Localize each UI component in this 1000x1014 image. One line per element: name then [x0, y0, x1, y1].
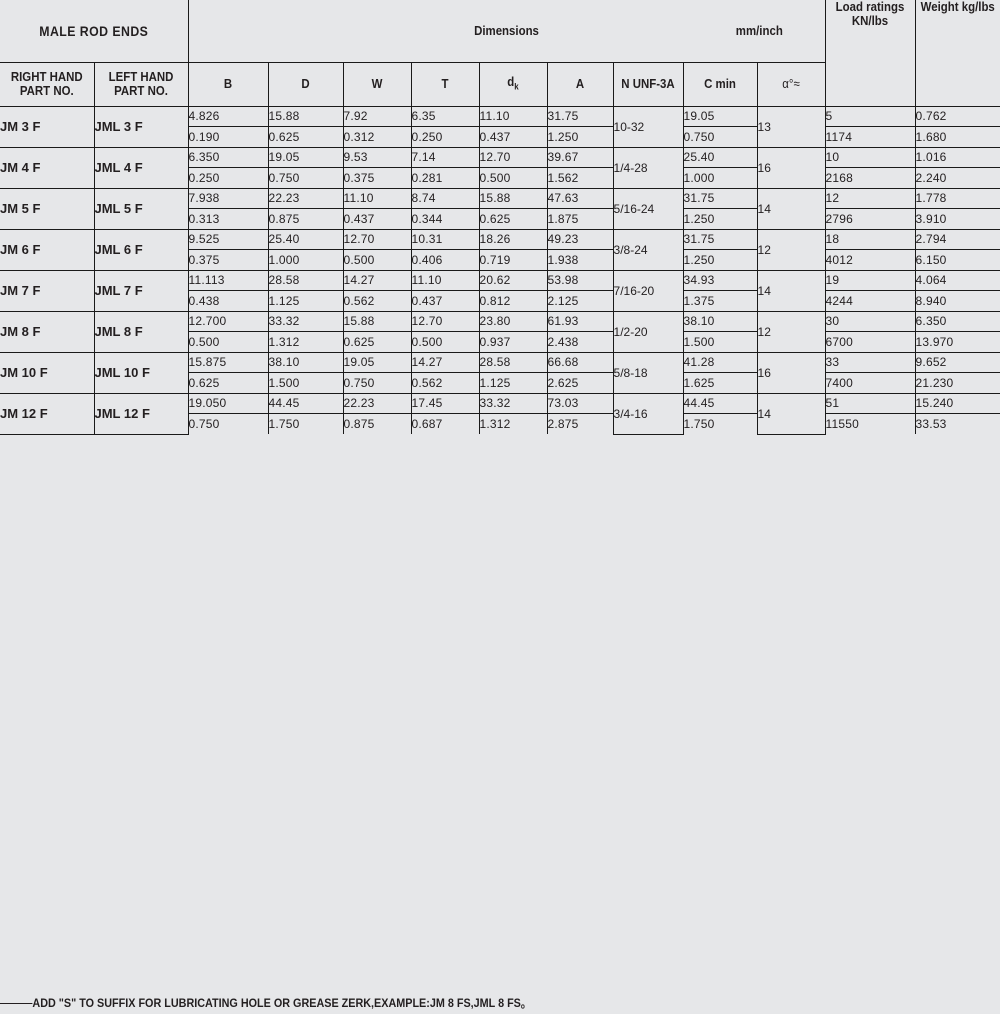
dimension-inch-value: 0.625	[188, 373, 268, 394]
dimension-mm-value: 47.63	[547, 188, 613, 209]
c-min-inch-value: 1.750	[683, 414, 757, 435]
dimension-mm-value: 11.10	[411, 270, 479, 291]
thread-size: 5/16-24	[613, 188, 683, 229]
dimension-mm-value: 38.10	[268, 352, 343, 373]
dimension-inch-value: 0.625	[268, 127, 343, 148]
load-rating-lbs: 11550	[825, 414, 915, 435]
dimension-inch-value: 2.438	[547, 332, 613, 353]
right-hand-part-no: JM 7 F	[0, 270, 94, 311]
weight-lbs: 21.230	[915, 373, 1000, 394]
footnote-text: ADD "S" TO SUFFIX FOR LUBRICATING HOLE OR GREASE ZERK,EXAMPLE:JM 8 FS,JML 8 FS。	[32, 996, 532, 1010]
dimension-mm-value: 11.10	[479, 106, 547, 127]
load-ratings-header: Load ratings KN/lbs	[830, 0, 909, 106]
right-hand-part-no: JM 12 F	[0, 393, 94, 434]
alpha-angle: 14	[757, 188, 825, 229]
load-rating-kn: 51	[825, 393, 915, 414]
dimension-mm-value: 73.03	[547, 393, 613, 414]
col-dk-sub: k	[514, 81, 519, 92]
dimension-inch-value: 2.125	[547, 291, 613, 312]
col-n-header: N UNF-3A	[617, 62, 679, 106]
dimension-mm-value: 9.53	[343, 147, 411, 168]
dimension-inch-value: 1.312	[268, 332, 343, 353]
footnote	[0, 994, 532, 1011]
table-body	[0, 106, 1000, 434]
dimension-inch-value: 0.750	[188, 414, 268, 435]
weight-kg: 4.064	[915, 270, 1000, 291]
left-hand-part-no: JML 7 F	[94, 270, 188, 311]
dimension-inch-value: 0.625	[343, 332, 411, 353]
dimension-mm-value: 28.58	[479, 352, 547, 373]
dimension-mm-value: 11.10	[343, 188, 411, 209]
dimension-mm-value: 6.350	[188, 147, 268, 168]
right-hand-part-no: JM 5 F	[0, 188, 94, 229]
dimension-inch-value: 0.812	[479, 291, 547, 312]
table-row	[0, 352, 1000, 373]
dimension-mm-value: 22.23	[343, 393, 411, 414]
weight-lbs: 1.680	[915, 127, 1000, 148]
weight-kg: 0.762	[915, 106, 1000, 127]
dimension-mm-value: 44.45	[268, 393, 343, 414]
col-b-header: B	[193, 62, 263, 106]
c-min-inch-value: 0.750	[683, 127, 757, 148]
alpha-angle: 14	[757, 393, 825, 434]
thread-size: 1/2-20	[613, 311, 683, 352]
dimension-inch-value: 0.437	[411, 291, 479, 312]
alpha-angle: 12	[757, 311, 825, 352]
dimension-inch-value: 0.500	[411, 332, 479, 353]
dimension-mm-value: 19.05	[268, 147, 343, 168]
dimension-mm-value: 14.27	[343, 270, 411, 291]
left-hand-header: LEFT HAND PART NO.	[100, 62, 183, 106]
table-row	[0, 106, 1000, 127]
thread-size: 3/4-16	[613, 393, 683, 434]
dimension-mm-value: 33.32	[268, 311, 343, 332]
right-hand-part-no: JM 6 F	[0, 229, 94, 270]
right-hand-part-no: JM 4 F	[0, 147, 94, 188]
weight-header: Weight kg/lbs	[920, 0, 995, 106]
load-rating-lbs: 7400	[825, 373, 915, 394]
dimension-inch-value: 0.875	[268, 209, 343, 230]
dimension-inch-value: 0.375	[343, 168, 411, 189]
weight-lbs: 2.240	[915, 168, 1000, 189]
dimension-mm-value: 31.75	[547, 106, 613, 127]
c-min-inch-value: 1.250	[683, 209, 757, 230]
load-rating-lbs: 4012	[825, 250, 915, 271]
dimension-inch-value: 0.375	[188, 250, 268, 271]
left-hand-part-no: JML 8 F	[94, 311, 188, 352]
dimension-inch-value: 0.313	[188, 209, 268, 230]
c-min-inch-value: 1.250	[683, 250, 757, 271]
table-title: MALE ROD ENDS	[11, 0, 176, 62]
c-min-mm-value: 19.05	[683, 106, 757, 127]
c-min-inch-value: 1.625	[683, 373, 757, 394]
col-dk-header	[483, 62, 543, 106]
col-dk-main: d	[507, 73, 515, 89]
col-a-header: A	[551, 62, 609, 106]
load-rating-kn: 30	[825, 311, 915, 332]
dimension-mm-value: 39.67	[547, 147, 613, 168]
load-rating-kn: 12	[825, 188, 915, 209]
left-hand-part-no: JML 12 F	[94, 393, 188, 434]
dimension-inch-value: 1.562	[547, 168, 613, 189]
dimension-mm-value: 15.88	[343, 311, 411, 332]
weight-kg: 15.240	[915, 393, 1000, 414]
dimension-mm-value: 7.92	[343, 106, 411, 127]
c-min-inch-value: 1.375	[683, 291, 757, 312]
dimension-inch-value: 0.406	[411, 250, 479, 271]
dimension-inch-value: 0.190	[188, 127, 268, 148]
thread-size: 5/8-18	[613, 352, 683, 393]
weight-lbs: 8.940	[915, 291, 1000, 312]
table-row	[0, 188, 1000, 209]
dimension-inch-value: 0.750	[343, 373, 411, 394]
weight-kg: 1.778	[915, 188, 1000, 209]
dimension-mm-value: 11.113	[188, 270, 268, 291]
load-rating-lbs: 1174	[825, 127, 915, 148]
right-hand-part-no: JM 10 F	[0, 352, 94, 393]
weight-lbs: 13.970	[915, 332, 1000, 353]
footnote-dash	[0, 1003, 32, 1004]
alpha-angle: 16	[757, 352, 825, 393]
dimension-mm-value: 12.70	[343, 229, 411, 250]
dimension-inch-value: 0.281	[411, 168, 479, 189]
dimension-mm-value: 4.826	[188, 106, 268, 127]
col-c-header: C min	[687, 62, 752, 106]
left-hand-part-no: JML 10 F	[94, 352, 188, 393]
dimension-inch-value: 0.437	[343, 209, 411, 230]
c-min-inch-value: 1.500	[683, 332, 757, 353]
weight-kg: 6.350	[915, 311, 1000, 332]
alpha-angle: 14	[757, 270, 825, 311]
dimension-inch-value: 1.500	[268, 373, 343, 394]
dimension-mm-value: 9.525	[188, 229, 268, 250]
table-row	[0, 393, 1000, 414]
dimension-inch-value: 1.938	[547, 250, 613, 271]
c-min-mm-value: 38.10	[683, 311, 757, 332]
dimension-inch-value: 0.750	[268, 168, 343, 189]
dimension-mm-value: 14.27	[411, 352, 479, 373]
weight-kg: 1.016	[915, 147, 1000, 168]
dimension-mm-value: 15.88	[268, 106, 343, 127]
dimension-mm-value: 33.32	[479, 393, 547, 414]
left-hand-part-no: JML 6 F	[94, 229, 188, 270]
dimension-inch-value: 0.437	[479, 127, 547, 148]
weight-lbs: 6.150	[915, 250, 1000, 271]
rod-ends-spec-table	[0, 0, 1000, 435]
col-alpha-header: α°≈	[761, 62, 821, 106]
load-rating-lbs: 2168	[825, 168, 915, 189]
right-hand-header: RIGHT HAND PART NO.	[6, 62, 89, 106]
alpha-angle: 12	[757, 229, 825, 270]
dimension-inch-value: 1.250	[547, 127, 613, 148]
thread-size: 1/4-28	[613, 147, 683, 188]
dimension-mm-value: 49.23	[547, 229, 613, 250]
c-min-mm-value: 31.75	[683, 188, 757, 209]
c-min-mm-value: 31.75	[683, 229, 757, 250]
dimension-inch-value: 2.625	[547, 373, 613, 394]
dimension-mm-value: 7.14	[411, 147, 479, 168]
dimension-mm-value: 6.35	[411, 106, 479, 127]
load-rating-kn: 10	[825, 147, 915, 168]
col-w-header: W	[347, 62, 407, 106]
dimension-mm-value: 53.98	[547, 270, 613, 291]
c-min-mm-value: 41.28	[683, 352, 757, 373]
dimension-inch-value: 0.312	[343, 127, 411, 148]
weight-lbs: 3.910	[915, 209, 1000, 230]
alpha-angle: 16	[757, 147, 825, 188]
dimension-mm-value: 19.05	[343, 352, 411, 373]
dimension-inch-value: 1.000	[268, 250, 343, 271]
load-rating-lbs: 6700	[825, 332, 915, 353]
dimension-inch-value: 0.344	[411, 209, 479, 230]
dimension-inch-value: 0.875	[343, 414, 411, 435]
dimension-mm-value: 25.40	[268, 229, 343, 250]
table-row	[0, 270, 1000, 291]
col-d-header: D	[273, 62, 339, 106]
table-row	[0, 147, 1000, 168]
dimension-inch-value: 0.937	[479, 332, 547, 353]
load-rating-kn: 18	[825, 229, 915, 250]
left-hand-part-no: JML 5 F	[94, 188, 188, 229]
dimension-inch-value: 0.562	[411, 373, 479, 394]
right-hand-part-no: JM 8 F	[0, 311, 94, 352]
dimension-inch-value: 1.125	[268, 291, 343, 312]
c-min-inch-value: 1.000	[683, 168, 757, 189]
c-min-mm-value: 44.45	[683, 393, 757, 414]
weight-lbs: 33.53	[915, 414, 1000, 435]
dimension-inch-value: 0.687	[411, 414, 479, 435]
dimension-inch-value: 0.500	[479, 168, 547, 189]
c-min-mm-value: 25.40	[683, 147, 757, 168]
dimension-inch-value: 0.562	[343, 291, 411, 312]
table-row	[0, 229, 1000, 250]
load-rating-kn: 19	[825, 270, 915, 291]
dimension-inch-value: 0.719	[479, 250, 547, 271]
dimension-mm-value: 23.80	[479, 311, 547, 332]
col-t-header: T	[415, 62, 475, 106]
dimension-mm-value: 61.93	[547, 311, 613, 332]
dimension-inch-value: 0.625	[479, 209, 547, 230]
thread-size: 7/16-20	[613, 270, 683, 311]
dimension-mm-value: 20.62	[479, 270, 547, 291]
dimension-mm-value: 8.74	[411, 188, 479, 209]
load-rating-lbs: 2796	[825, 209, 915, 230]
dimension-inch-value: 0.250	[188, 168, 268, 189]
alpha-angle: 13	[757, 106, 825, 147]
left-hand-part-no: JML 4 F	[94, 147, 188, 188]
dimension-mm-value: 17.45	[411, 393, 479, 414]
dimension-inch-value: 0.438	[188, 291, 268, 312]
dimensions-header	[226, 0, 787, 62]
dimension-mm-value: 7.938	[188, 188, 268, 209]
dimension-inch-value: 1.750	[268, 414, 343, 435]
dimension-inch-value: 1.312	[479, 414, 547, 435]
dimension-inch-value: 2.875	[547, 414, 613, 435]
dimension-inch-value: 1.875	[547, 209, 613, 230]
dimension-inch-value: 1.125	[479, 373, 547, 394]
dimension-mm-value: 19.050	[188, 393, 268, 414]
load-rating-kn: 5	[825, 106, 915, 127]
table-header	[0, 0, 1000, 106]
table-row	[0, 311, 1000, 332]
dimension-inch-value: 0.500	[188, 332, 268, 353]
dimension-mm-value: 12.700	[188, 311, 268, 332]
dimensions-label: Dimensions	[474, 22, 539, 38]
right-hand-part-no: JM 3 F	[0, 106, 94, 147]
left-hand-part-no: JML 3 F	[94, 106, 188, 147]
weight-kg: 2.794	[915, 229, 1000, 250]
dimension-mm-value: 66.68	[547, 352, 613, 373]
dimension-inch-value: 0.500	[343, 250, 411, 271]
load-rating-kn: 33	[825, 352, 915, 373]
dimension-mm-value: 15.875	[188, 352, 268, 373]
load-rating-lbs: 4244	[825, 291, 915, 312]
dimension-inch-value: 0.250	[411, 127, 479, 148]
thread-size: 10-32	[613, 106, 683, 147]
dimension-mm-value: 22.23	[268, 188, 343, 209]
dimension-mm-value: 28.58	[268, 270, 343, 291]
dimension-mm-value: 10.31	[411, 229, 479, 250]
dimension-mm-value: 12.70	[479, 147, 547, 168]
dimension-mm-value: 12.70	[411, 311, 479, 332]
units-label: mm/inch	[735, 22, 783, 38]
dimension-mm-value: 18.26	[479, 229, 547, 250]
c-min-mm-value: 34.93	[683, 270, 757, 291]
dimension-mm-value: 15.88	[479, 188, 547, 209]
weight-kg: 9.652	[915, 352, 1000, 373]
thread-size: 3/8-24	[613, 229, 683, 270]
